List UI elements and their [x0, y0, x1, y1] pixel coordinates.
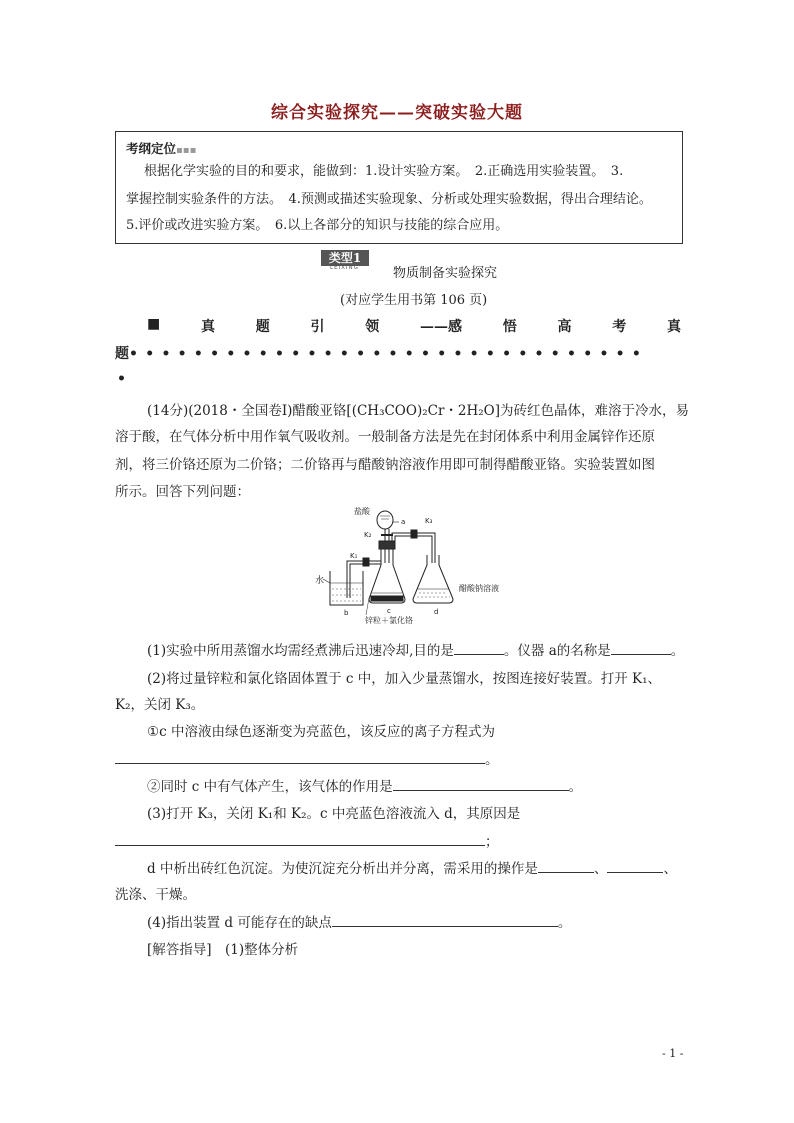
guide-line: [解答指导] (1)整体分析	[147, 942, 299, 958]
flask-d	[413, 555, 453, 603]
intro-line-3: 剂，将三价铬还原为二价铬；二价铬再与醋酸钠溶液作用即可制得醋酸亚铬。实验装置如图	[115, 457, 655, 473]
banner-word: 考	[612, 319, 627, 335]
funnel-a	[377, 511, 399, 563]
label-k1: K₁	[350, 552, 358, 560]
banner-dots: • • • • • • • • • • • • • • • • • • • • • • • • • • • • • • • •	[129, 346, 643, 362]
outline-line-2: 掌握控制实验条件的方法。 4.预测或描述实验现象、分析或处理实验数据，得出合理结论。	[126, 192, 652, 207]
q4-end: 。	[557, 915, 572, 931]
q2-line-3: ①c 中溶液由绿色逐渐变为亮蓝色，该反应的离子方程式为	[147, 724, 495, 740]
answer-blank[interactable]	[115, 750, 485, 764]
section-reference: (对应学生用书第 106 页)	[340, 293, 488, 308]
banner-word: 真	[666, 319, 681, 335]
label-naac: 醋酸钠溶液	[459, 584, 499, 593]
answer-blank[interactable]	[611, 641, 671, 655]
q3b-sep-2: 、	[663, 861, 677, 877]
answer-blank[interactable]	[538, 859, 594, 873]
q2-line-1: (2)将过量锌粒和氯化铬固体置于 c 中，加入少量蒸馏水，按图连接好装置。打开 K₁、	[147, 671, 662, 687]
q3b-sep: 、	[593, 861, 608, 877]
label-k3: K₃	[425, 517, 433, 525]
q3b-text: d 中析出砖红色沉淀。为使沉淀充分析出并分离，需采用的操作是	[147, 861, 538, 877]
q3-answer-line	[115, 830, 499, 850]
q2d-end: 。	[568, 779, 583, 795]
banner-word: 悟	[502, 319, 517, 335]
apparatus-figure	[313, 503, 531, 628]
outline-heading-text: 考纲定位	[126, 141, 177, 156]
outline-line-1: 根据化学实验的目的和要求，能做到：1.设计实验方案。 2.正确选用实验装置。 3.	[144, 164, 624, 179]
label-b: b	[344, 609, 349, 617]
label-a: a	[401, 518, 406, 526]
banner-dot-2: •	[117, 371, 126, 387]
banner-tail	[115, 343, 642, 363]
label-zn: 锌粒＋氯化铬	[365, 616, 413, 625]
answer-blank[interactable]	[332, 913, 558, 927]
q1-end: 。	[670, 643, 685, 659]
q2-line-4	[147, 775, 582, 795]
banner-word: 领	[365, 319, 380, 335]
tube-k3	[392, 530, 435, 563]
intro-line-1: (14分)(2018・全国卷Ⅰ)醋酸亚铬[(CH₃COO)₂Cr・2H₂O]为砖红色晶体，难溶于冷水，易	[147, 403, 690, 419]
banner-word: 题	[255, 319, 270, 335]
beaker-b	[323, 571, 363, 605]
q4-line	[147, 911, 571, 931]
q1-text: (1)实验中所用蒸馏水均需经煮沸后迅速冷却,目的是	[147, 643, 454, 659]
banner-word: 高	[557, 319, 572, 335]
banner-tail-text: 题	[115, 346, 129, 362]
label-c: c	[387, 607, 391, 615]
outline-box	[115, 131, 683, 244]
banner-word: 真	[200, 319, 215, 335]
outline-heading	[126, 139, 196, 157]
q1-text-2: 。仪器 a的名称是	[503, 643, 611, 659]
outline-line-3: 5.评价或改进实验方案。 6.以上各部分的知识与技能的综合应用。	[126, 218, 509, 233]
banner-word: 引	[310, 319, 325, 335]
q2-answer-line	[115, 748, 499, 768]
answer-blank[interactable]	[115, 832, 485, 846]
answer-blank[interactable]	[607, 859, 663, 873]
q3-line-1: (3)打开 K₃，关闭 K₁和 K₂。c 中亮蓝色溶液流入 d，其原因是	[147, 806, 521, 822]
flask-c	[369, 541, 405, 603]
page-title: 综合实验探究——突破实验大题	[271, 103, 523, 123]
label-d: d	[434, 608, 439, 616]
type-badge: 类型1	[321, 250, 369, 266]
q4-text: (4)指出装置 d 可能存在的缺点	[147, 915, 332, 931]
apparatus-diagram	[313, 503, 531, 628]
outline-heading-dots: ▪▪▪	[176, 145, 197, 156]
q3-end: ；	[485, 834, 499, 850]
q2-end: 。	[485, 752, 499, 768]
intro-line-4: 所示。回答下列问题：	[115, 484, 250, 500]
banner-word: ■	[147, 316, 161, 332]
banner-word: ——感	[419, 319, 462, 335]
label-water: 水	[315, 576, 325, 586]
label-k2: K₂	[364, 531, 372, 539]
q1-line	[147, 639, 684, 659]
answer-blank[interactable]	[393, 777, 569, 791]
zn-leader	[366, 598, 369, 615]
q3-line-2	[147, 857, 677, 877]
q3-line-3: 洗涤、干燥。	[115, 887, 196, 903]
q2d-text: ②同时 c 中有气体产生，该气体的作用是	[147, 779, 393, 795]
page-number: - 1 -	[662, 1047, 684, 1060]
section-title: 物质制备实验探究	[393, 266, 498, 281]
intro-line-2: 溶于酸，在气体分析中用作氧气吸收剂。一般制备方法是先在封闭体系中利用金属锌作还原	[115, 429, 655, 445]
type-badge-sub: LEIXING	[330, 265, 359, 271]
banner-row	[147, 316, 681, 336]
q2-line-2: K₂，关闭 K₃。	[115, 697, 205, 713]
label-hcl: 盐酸	[354, 507, 370, 516]
answer-blank[interactable]	[454, 641, 504, 655]
